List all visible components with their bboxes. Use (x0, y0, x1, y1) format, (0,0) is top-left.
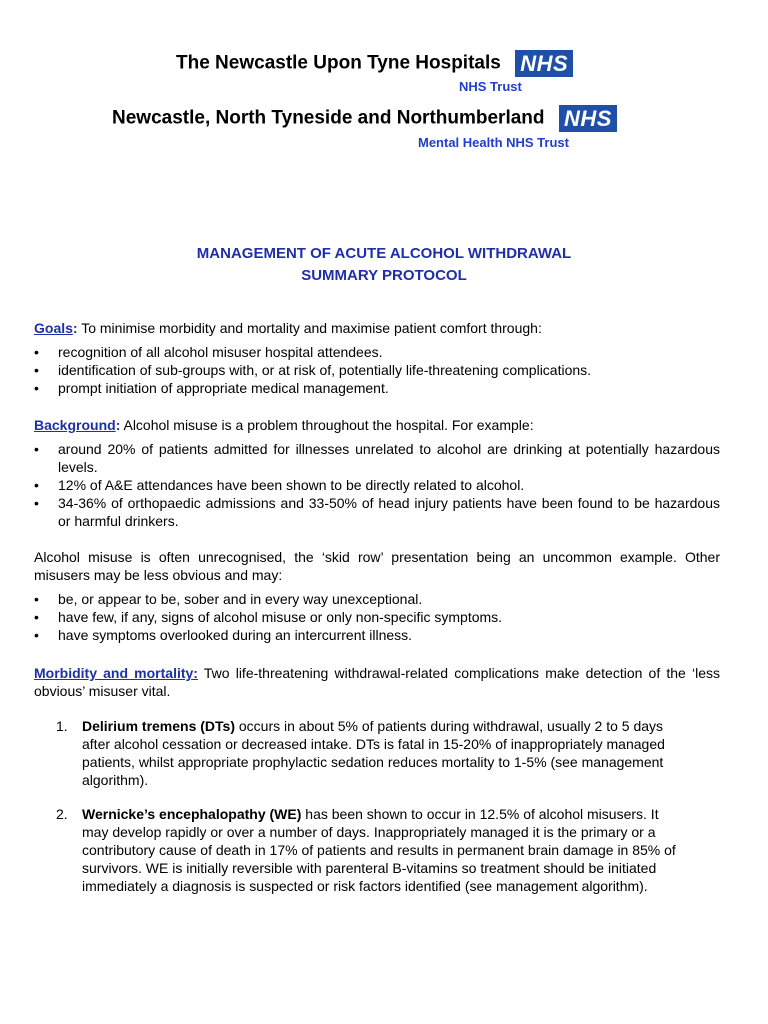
document-title (0, 243, 768, 287)
list-item (34, 717, 684, 789)
goals-section (34, 319, 720, 397)
trust1-name: The Newcastle Upon Tyne Hospitals (176, 52, 501, 74)
title-line-2: SUMMARY PROTOCOL (301, 267, 467, 284)
item-heading: Delirium tremens (DTs) (82, 718, 235, 734)
background-text: Alcohol misuse is a problem throughout the hospital. For example: (120, 417, 534, 433)
background-section (34, 416, 720, 530)
list-item: • have symptoms overlooked during an intercurrent illness. (34, 626, 720, 644)
misuse-list (34, 590, 720, 644)
goals-text: To minimise morbidity and mortality and maximise patient comfort through: (77, 320, 542, 336)
nhs-logo-icon: NHS (515, 50, 573, 77)
trust2-name: Newcastle, North Tyneside and Northumberland (112, 107, 545, 129)
misuse-section (34, 548, 720, 644)
item-text: has been shown to occur in 12.5% of alcohol misusers. It may develop rapidly or over a number of days. Inappropriately managed it is the primary or a contributory cause of death in 17% of patients and results in permanent brain damage in 85% of survivors. WE is initially reversible with parenteral B-vitamins so treatment should be initiated immediately a diagnosis is suspected or risk factors identified (see management algorithm). (82, 806, 676, 894)
list-item: • 12% of A&E attendances have been shown to be directly related to alcohol. (34, 476, 720, 494)
nhs-logo-icon: NHS (559, 105, 617, 132)
list-item: • 34-36% of orthopaedic admissions and 33-50% of head injury patients have been found to be hazardous or harmful drinkers. (34, 494, 720, 530)
item-number: 1. (56, 718, 68, 734)
list-item: • around 20% of patients admitted for illnesses unrelated to alcohol are drinking at potentially hazardous levels. (34, 440, 720, 476)
list-item: • have few, if any, signs of alcohol misuse or only non-specific symptoms. (34, 608, 720, 626)
trust2-header (112, 105, 617, 132)
item-heading: Wernicke’s encephalopathy (WE) (82, 806, 302, 822)
list-item: • be, or appear to be, sober and in every way unexceptional. (34, 590, 720, 608)
list-item: • prompt initiation of appropriate medical management. (34, 379, 720, 397)
item-text: occurs in about 5% of patients during withdrawal, usually 2 to 5 days after alcohol cessation or decreased intake. DTs is fatal in 15-20% of inappropriately managed patients, whilst appropriate prophylactic sedation reduces mortality to 1-5% (see management algorithm). (82, 718, 665, 788)
background-colon: : (115, 417, 121, 433)
morbidity-text: Two life-threatening withdrawal-related complications make detection of the ‘less obvious’ misuser vital. (34, 665, 720, 699)
list-item (34, 805, 684, 895)
title-line-1: MANAGEMENT OF ACUTE ALCOHOL WITHDRAWAL (196, 245, 572, 262)
trust1-header (176, 50, 573, 77)
trust2-subtitle: Mental Health NHS Trust (418, 135, 569, 150)
list-item: • identification of sub-groups with, or at risk of, potentially life-threatening complications. (34, 361, 720, 379)
background-label: Background (34, 417, 116, 433)
trust1-subtitle: NHS Trust (459, 79, 522, 94)
goals-colon: : (72, 320, 78, 336)
item-number: 2. (56, 806, 68, 822)
goals-intro (34, 319, 720, 337)
misuse-text: Alcohol misuse is often unrecognised, the ‘skid row’ presentation being an uncommon example. Other misusers may be less obvious and may: (34, 549, 720, 583)
goals-list (34, 343, 720, 397)
background-list (34, 440, 720, 530)
morbidity-label: Morbidity and mortality: (34, 665, 198, 681)
background-intro (34, 416, 720, 434)
morbidity-section (34, 664, 720, 895)
morbidity-intro (34, 664, 720, 700)
complications-list (34, 717, 684, 895)
list-item: • recognition of all alcohol misuser hospital attendees. (34, 343, 720, 361)
goals-label: Goals (34, 320, 73, 336)
